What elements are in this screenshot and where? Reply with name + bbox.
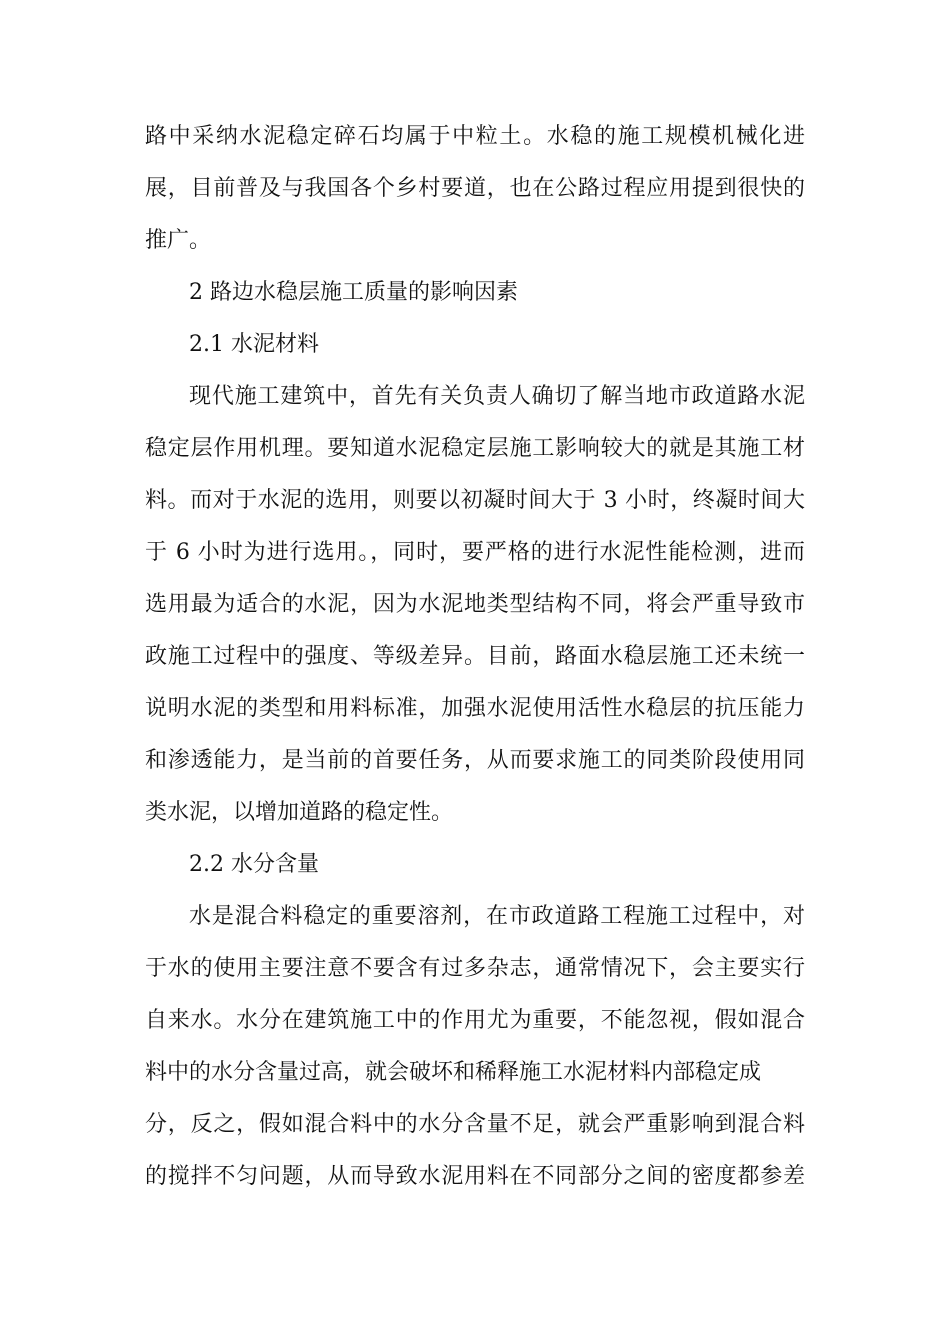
paragraph-line: 的搅拌不匀问题，从而导致水泥用料在不同部分之间的密度都参差 [145, 1164, 805, 1189]
paragraph-line: 和渗透能力，是当前的首要任务，从而要求施工的同类阶段使用同 [145, 748, 805, 773]
paragraph-line: 政施工过程中的强度、等级差异。目前，路面水稳层施工还未统一 [145, 644, 805, 669]
paragraph-line: 类水泥，以增加道路的稳定性。 [145, 800, 454, 825]
paragraph-line: 料中的水分含量过高，就会破坏和稀释施工水泥材料内部稳定成 [145, 1060, 762, 1085]
paragraph-line: 水是混合料稳定的重要溶剂，在市政道路工程施工过程中，对 [189, 904, 805, 929]
paragraph-line: 路中采纳水泥稳定碎石均属于中粒土。水稳的施工规模机械化进 [145, 124, 805, 149]
section-heading: 2 路边水稳层施工质量的影响因素 [189, 280, 518, 305]
paragraph-line: 现代施工建筑中，首先有关负责人确切了解当地市政道路水泥 [189, 384, 805, 409]
paragraph-line: 稳定层作用机理。要知道水泥稳定层施工影响较大的就是其施工材 [145, 436, 805, 461]
paragraph-line: 选用最为适合的水泥，因为水泥地类型结构不同，将会严重导致市 [145, 592, 805, 617]
paragraph-line: 料。而对于水泥的选用，则要以初凝时间大于 3 小时，终凝时间大 [145, 488, 805, 513]
paragraph-line: 推广。 [145, 228, 212, 253]
paragraph-line: 分，反之，假如混合料中的水分含量不足，就会严重影响到混合料 [145, 1112, 805, 1137]
subsection-heading: 2.1 水泥材料 [189, 332, 319, 357]
paragraph-line: 自来水。水分在建筑施工中的作用尤为重要，不能忽视，假如混合 [145, 1008, 805, 1033]
paragraph-line: 说明水泥的类型和用料标准，加强水泥使用活性水稳层的抗压能力 [145, 696, 805, 721]
paragraph-line: 于水的使用主要注意不要含有过多杂志，通常情况下，会主要实行 [145, 956, 805, 981]
subsection-heading: 2.2 水分含量 [189, 852, 319, 877]
paragraph-line: 于 6 小时为进行选用。，同时，要严格的进行水泥性能检测，进而 [145, 540, 805, 565]
paragraph-line: 展，目前普及与我国各个乡村要道，也在公路过程应用提到很快的 [145, 176, 805, 201]
